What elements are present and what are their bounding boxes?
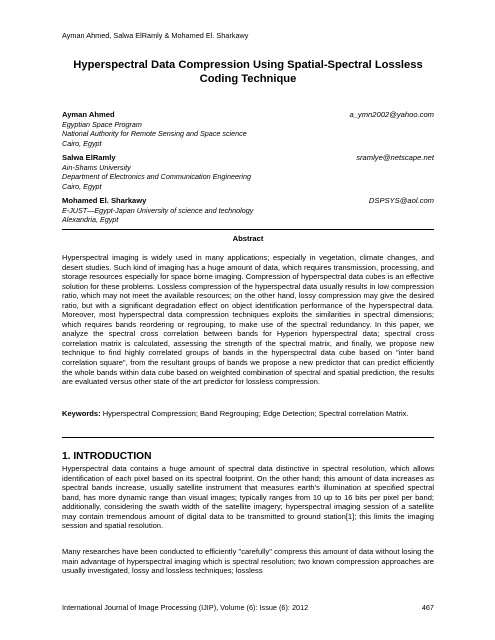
author-email[interactable]: a_ymn2002@yahoo.com: [349, 110, 434, 119]
author-email[interactable]: sramlye@netscape.net: [356, 153, 434, 162]
author-name: Mohamed El. Sharkawy: [62, 196, 147, 205]
author-block-3: [62, 196, 434, 225]
abstract-top-rule: [62, 229, 434, 230]
keywords-text: Hyperspectral Compression; Band Regrouping; Edge Detection; Spectral correlation Matrix.: [102, 409, 409, 418]
author-name: Ayman Ahmed: [62, 110, 115, 119]
section-heading: 1. INTRODUCTION: [62, 451, 152, 462]
author-email[interactable]: DSPSYS@aol.com: [368, 196, 434, 205]
keywords-label: Keywords:: [62, 409, 101, 418]
section-paragraph-1: Hyperspectral data contains a huge amount of spectral data distinctive in spectral resolution, which allows identification of each pixel based on its spectral footprint. On the other hand; this amount of data increases as spectral bands increase, usually satellite instrument that measures earth's illumination at specified spectral band, has more dynamic range than visual images; typically ranges from 10 up to 16 bits per pixel per band; additionally, considering the swath width of the satellite imagery; hyperspectral imaging session of a satellite may contain tremendous amount of digital data to be transmitted to ground station[1]; this limits the imaging session and spatial resolution.: [62, 464, 434, 531]
author-affiliation-line: Ain-Shams University: [62, 162, 131, 172]
author-affiliation-line: Department of Electronics and Communication Engineering: [62, 172, 251, 181]
footer-page-number: 467: [421, 603, 434, 612]
author-affiliation-line: Egyptian Space Program: [62, 119, 142, 129]
author-affiliation-line: Alexandria, Egypt: [62, 215, 119, 224]
author-affiliation-line: Cairo, Egypt: [62, 138, 102, 148]
keywords-bottom-rule: [62, 437, 434, 438]
footer-journal: International Journal of Image Processing (IJIP), Volume (6): Issue (6): 2012: [62, 603, 309, 612]
abstract-heading: Abstract: [232, 234, 264, 243]
author-name: Salwa ElRamly: [62, 153, 116, 162]
running-head: Ayman Ahmed, Salwa ElRamly & Mohamed El. Sharkawy: [62, 31, 249, 40]
section-paragraph-2: Many researches have been conducted to efficiently "carefully" compress this amount of data without losing the main advantage of hyperspectral imaging which is spectral resolution; two known compression approaches are usually investigated, lossy and lossless techniques; lossless: [62, 547, 434, 576]
author-block-2: [62, 153, 434, 191]
author-affiliation-line: Cairo, Egypt: [62, 181, 102, 191]
abstract-body: Hyperspectral imaging is widely used in many applications; especially in vegetation, climate changes, and desert studies. Such kind of imaging has a huge amount of data, which requires transmission, processing, and storage resources especially for space borne imaging. Compression of hyperspectral data cubes is an effective solution for these problems. Lossless compression of the hyperspectral data usually results in low compression ratio, which may not meet the available resources; on the other hand, lossy compression may give the desired ratio, but with a significant degradation effect on object identification performance of the hyperspectral data. Moreover, most hyperspectral data compression techniques exploits the similarities in spectral dimensions; which requires bands reordering or regrouping, to make use of the spectral redundancy. In this paper, we analyze the spectral cross correlation between bands for Hyperion hyperspectral data; spectral cross correlation matrix is calculated, assessing the strength of the spectral matrix, and finally, we propose new technique to find highly correlated groups of bands in the hyperspectral data cube based on "inter band correlation square", from the resultant groups of bands we propose a new predictor that can predict efficiently the whole bands within data cube based on weighted combination of spectral and spatial prediction, the results are evaluated versus other state of the art predictor for lossless compression.: [62, 253, 434, 387]
paper-title: Hyperspectral Data Compression Using Spatial-Spectral Lossless Coding Technique: [73, 59, 423, 85]
author-affiliation-line: E-JUST—Egypt-Japan University of science and technology: [62, 205, 254, 215]
keywords: [62, 409, 434, 419]
author-block-1: [62, 110, 434, 148]
author-affiliation-line: National Authority for Remote Sensing and Space science: [62, 129, 247, 138]
